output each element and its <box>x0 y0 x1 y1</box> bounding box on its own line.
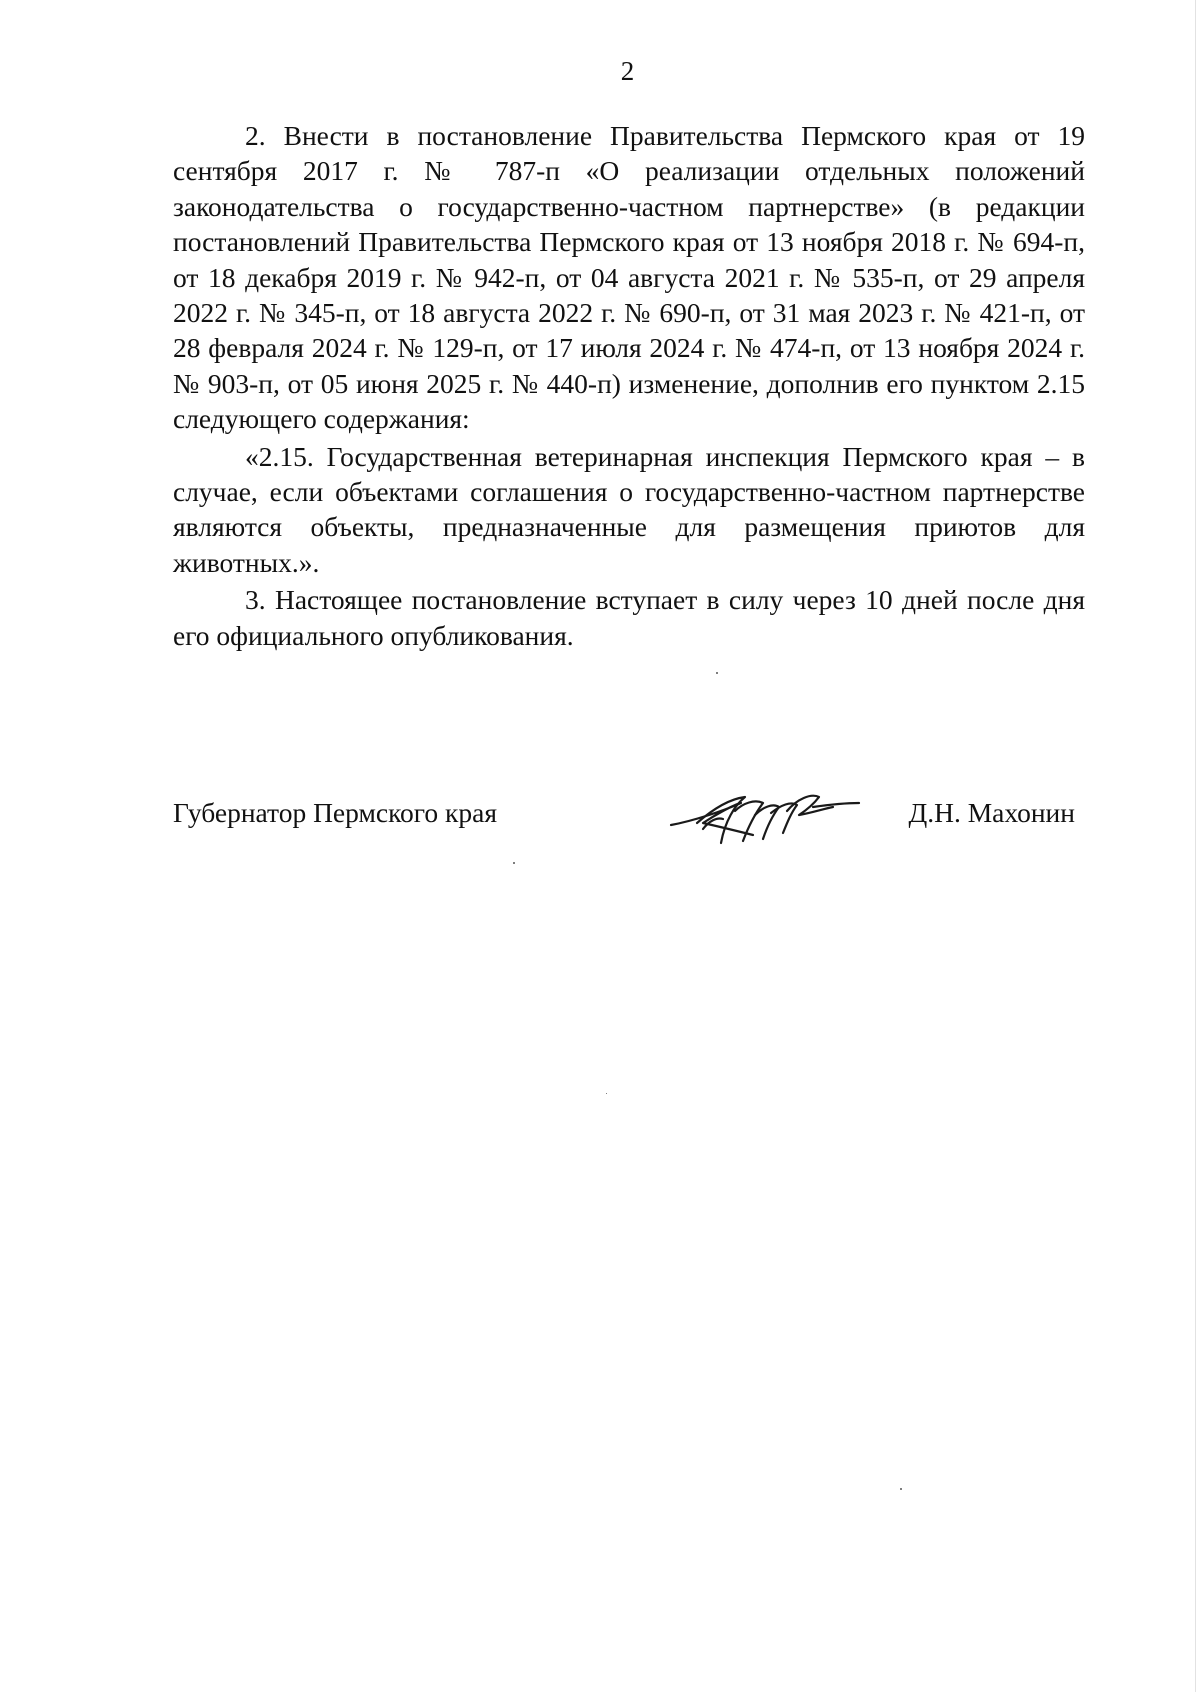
scan-speck <box>606 1093 607 1094</box>
paragraph-amendment: 2. Внести в постановление Правительства Пермского края от 19 сентября 2017 г. № 787-п «О реализации отдельных положений законодательства о государственно-частном партнерстве» (в редакции постановлений Правительства Пермского края от 13 ноября 2018 г. № 694-п, от 18 декабря 2019 г. № 942-п, от 04 августа 2021 г. № 535-п, от 29 апреля 2022 г. № 345-п, от 18 августа 2022 г. № 690-п, от 31 мая 2023 г. № 421-п, от 28 февраля 2024 г. № 129-п, от 17 июля 2024 г. № 474-п, от 13 ноября 2024 г. № 903-п, от 05 июня 2025 г. № 440-п) изменение, дополнив его пунктом 2.15 следующего содержания: <box>173 120 1085 435</box>
document-body <box>173 118 1085 655</box>
signatory-name: Д.Н. Махонин <box>908 797 1075 828</box>
handwritten-signature-icon <box>663 781 863 853</box>
paragraph-new-clause: «2.15. Государственная ветеринарная инспекция Пермского края – в случае, если объектами соглашения о государственно-частном партнерстве являются объекты, предназначенные для размещения приютов для животных.». <box>173 440 1085 578</box>
scan-speck <box>716 672 718 674</box>
scan-speck <box>513 862 515 864</box>
paragraph-entry-into-force: 3. Настоящее постановление вступает в силу через 10 дней после дня его официального опубликования. <box>173 584 1085 651</box>
page-number: 2 <box>620 56 635 86</box>
scan-edge-line <box>1195 0 1196 1692</box>
signature-block <box>173 795 1085 855</box>
scan-speck <box>900 1488 902 1490</box>
signatory-position: Губернатор Пермского края <box>173 797 497 828</box>
